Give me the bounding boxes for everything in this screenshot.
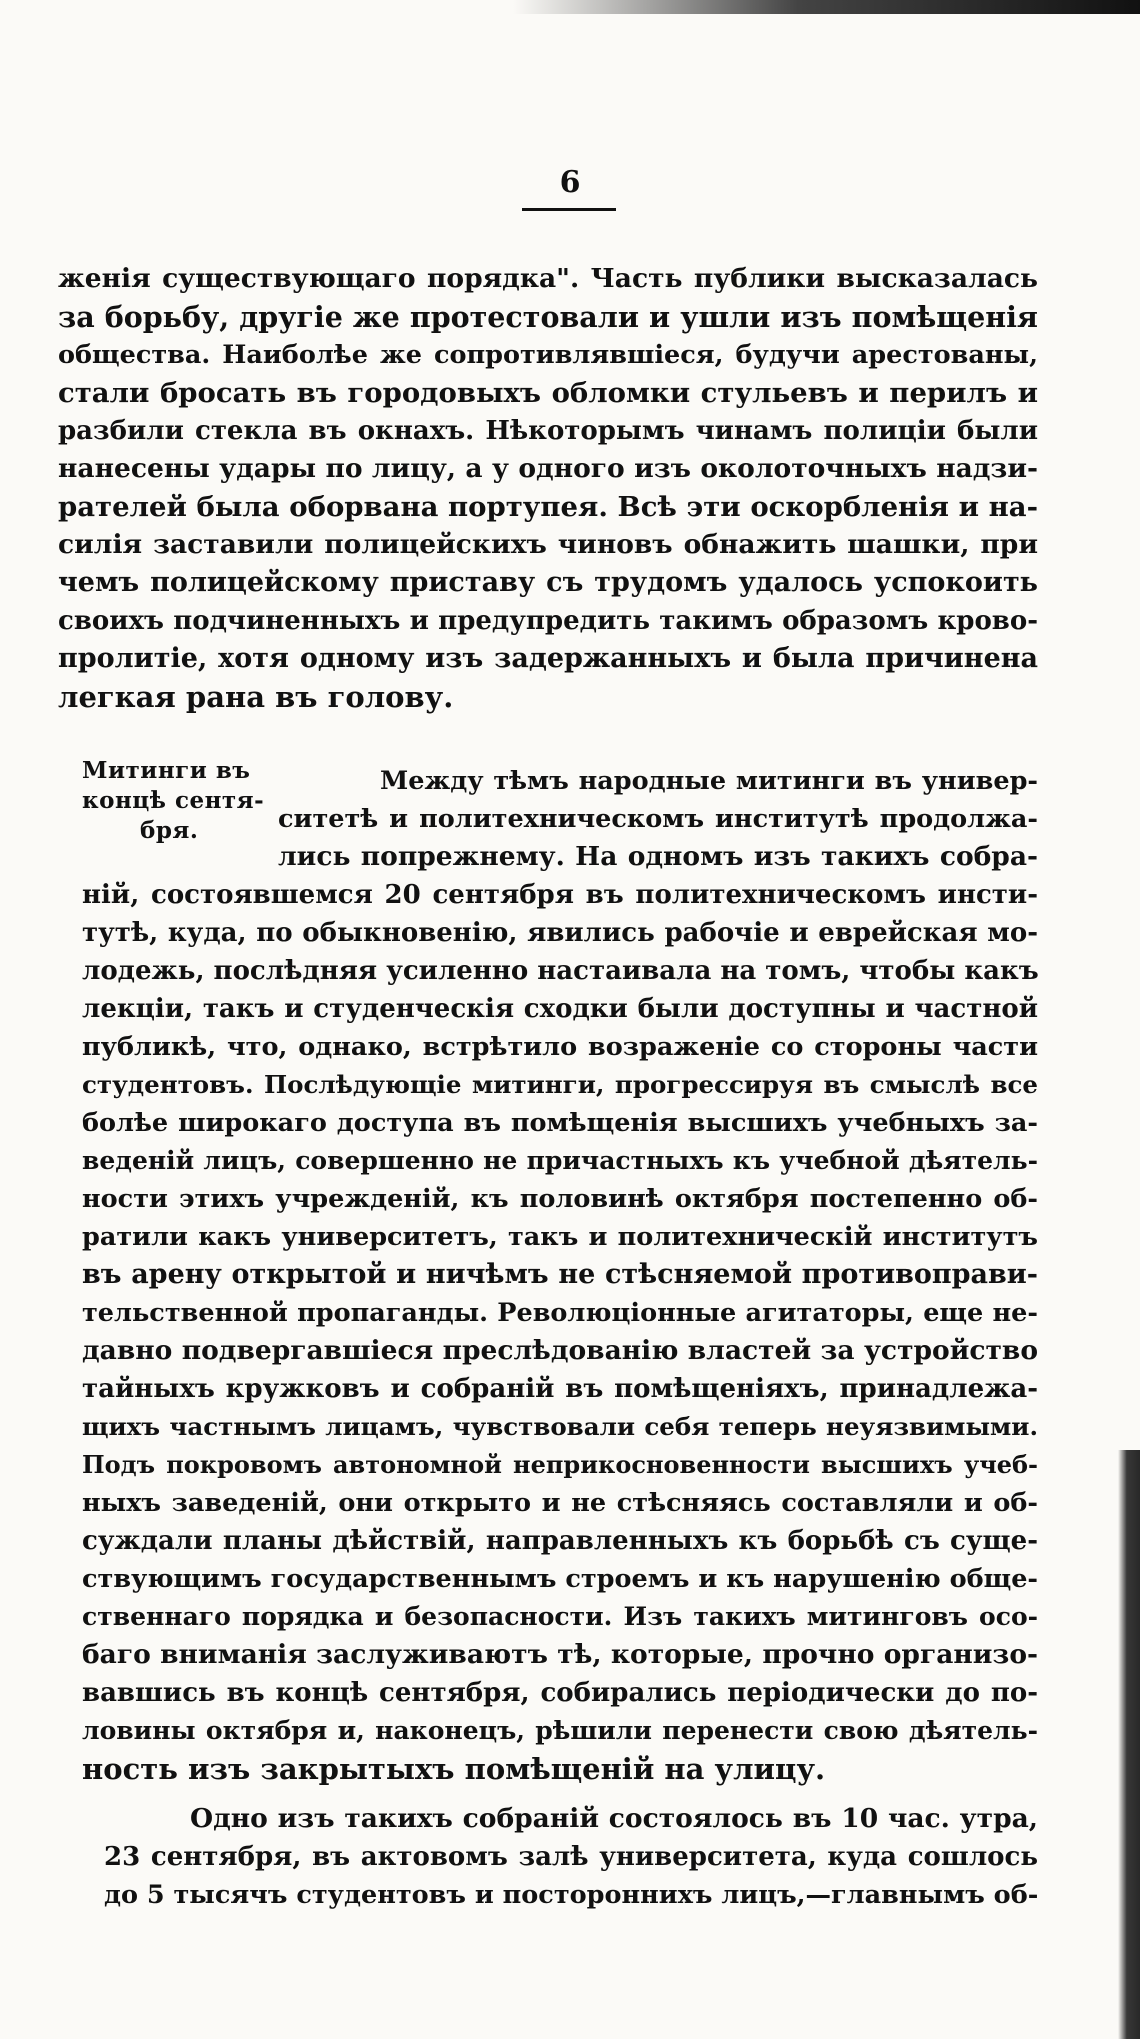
text-line: студентовъ. Послѣдующіе митинги, прогрессируя въ смыслѣ все — [82, 1070, 1038, 1099]
text-line: ственнаго порядка и безопасности. Изъ такихъ митинговъ осо- — [82, 1602, 1038, 1631]
sidenote-line: Митинги въ — [82, 757, 251, 784]
text-line: веденій лицъ, совершенно не причастныхъ къ учебной дѣятель- — [82, 1146, 1038, 1175]
text-line: 23 сентября, въ актовомъ залѣ университета, куда сошлось — [104, 1842, 1038, 1872]
text-line: разбили стекла въ окнахъ. Нѣкоторымъ чинамъ полиціи были — [58, 416, 1038, 446]
text-line: Одно изъ такихъ собраній состоялось въ 10 час. утра, — [190, 1803, 1038, 1834]
text-line: своихъ подчиненныхъ и предупредить такимъ образомъ крово- — [58, 606, 1038, 636]
text-line: публикѣ, что, однако, встрѣтило возраженіе со стороны части — [82, 1032, 1038, 1062]
text-line: давно подвергавшіеся преслѣдованію властей за устройство — [82, 1335, 1038, 1366]
text-line: общества. Наиболѣе же сопротивлявшіеся, будучи арестованы, — [58, 340, 1038, 370]
text-line: лодежь, послѣдняя усиленно настаивала на томъ, чтобы какъ — [82, 956, 1039, 986]
text-line: баго вниманія заслуживаютъ тѣ, которые, прочно организо- — [82, 1639, 1038, 1670]
text-line: силія заставили полицейскихъ чиновъ обнажить шашки, при — [58, 529, 1038, 560]
text-line: стали бросать въ городовыхъ обломки стульевъ и перилъ и — [58, 377, 1038, 409]
text-line: болѣе широкаго доступа въ помѣщенія высшихъ учебныхъ за- — [82, 1108, 1038, 1138]
page-top-shadow — [0, 0, 1140, 14]
page-number: 6 — [559, 165, 581, 200]
text-line: ситетѣ и политехническомъ институтѣ продолжа- — [278, 804, 1038, 834]
text-line: нанесены удары по лицу, а у одного изъ околоточныхъ надзи- — [58, 453, 1038, 484]
text-line: Между тѣмъ народные митинги въ универ- — [380, 766, 1038, 796]
text-line: пролитіе, хотя одному изъ задержанныхъ и была причинена — [58, 643, 1038, 674]
text-line: тайныхъ кружковъ и собраній въ помѣщеніяхъ, принадлежа- — [82, 1374, 1038, 1404]
text-line: въ арену открытой и ничѣмъ не стѣсняемой противоправи- — [82, 1259, 1038, 1290]
text-line: ности этихъ учрежденій, къ половинѣ октября постепенно об- — [82, 1184, 1038, 1214]
text-line: ловины октября и, наконецъ, рѣшили перенести свою дѣятель- — [82, 1716, 1038, 1745]
text-line: ратили какъ университетъ, такъ и политехническій институтъ — [82, 1222, 1038, 1252]
page-number-underline — [522, 208, 616, 211]
text-line: тельственной пропаганды. Революціонные агитаторы, еще не- — [82, 1298, 1038, 1328]
text-line: легкая рана въ голову. — [58, 680, 454, 714]
sidenote-line: концѣ сентя- — [82, 787, 265, 814]
text-line: лекціи, такъ и студенческія сходки были доступны и частной — [82, 994, 1038, 1024]
text-line: ствующимъ государственнымъ строемъ и къ нарушенію обще- — [82, 1564, 1038, 1594]
text-line: ныхъ заведеній, они открыто и не стѣсняясь составляли и об- — [82, 1488, 1038, 1518]
text-line: тутѣ, куда, по обыкновенію, явились рабочіе и еврейская мо- — [82, 918, 1038, 948]
text-line: женія существующаго порядка". Часть публики высказалась — [58, 263, 1038, 294]
text-line: вавшись въ концѣ сентября, собирались періодически до по- — [82, 1678, 1038, 1708]
page-edge-shadow — [1118, 1450, 1140, 2039]
text-line: чемъ полицейскому приставу съ трудомъ удалось успокоить — [58, 567, 1038, 598]
sidenote-line: бря. — [140, 817, 199, 844]
text-line: суждали планы дѣйствій, направленныхъ къ борьбѣ съ суще- — [82, 1526, 1038, 1556]
text-line: рателей была оборвана портупея. Всѣ эти оскорбленія и на- — [58, 491, 1038, 523]
text-line: лись попрежнему. На одномъ изъ такихъ собра- — [278, 841, 1038, 872]
text-line: ній, состоявшемся 20 сентября въ политехническомъ инсти- — [82, 880, 1038, 910]
text-line: до 5 тысячъ студентовъ и постороннихъ лицъ,—главнымъ об- — [104, 1880, 1039, 1910]
text-line: Подъ покровомъ автономной неприкосновенности высшихъ учеб- — [82, 1450, 1038, 1479]
text-line: щихъ частнымъ лицамъ, чувствовали себя теперь неуязвимыми. — [82, 1412, 1038, 1441]
text-line: за борьбу, другіе же протестовали и ушли изъ помѣщенія — [58, 300, 1038, 334]
text-line: ность изъ закрытыхъ помѣщеній на улицу. — [82, 1752, 826, 1786]
